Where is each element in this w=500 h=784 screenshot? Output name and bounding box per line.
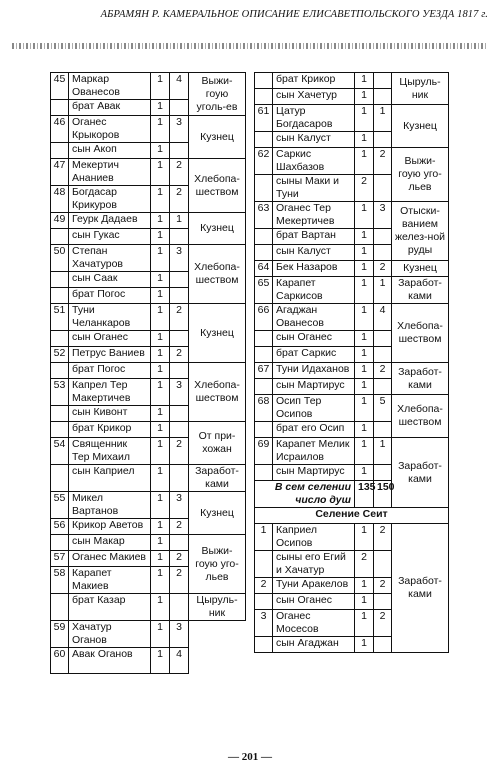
table-row bbox=[255, 261, 449, 277]
household-number bbox=[255, 245, 273, 261]
person-name: Цатур Богдасаров bbox=[273, 105, 355, 132]
person-name: брат Казар bbox=[69, 594, 151, 621]
person-name: брат Крикор bbox=[273, 73, 355, 89]
men-count: 1 bbox=[355, 594, 374, 610]
person-name: сын Акоп bbox=[69, 143, 151, 159]
men-count: 1 bbox=[151, 594, 170, 621]
person-name: сын Саак bbox=[69, 272, 151, 288]
section-row bbox=[255, 508, 449, 524]
women-count: 2 bbox=[374, 524, 392, 551]
men-count: 1 bbox=[151, 519, 170, 535]
women-count: 3 bbox=[170, 621, 189, 648]
person-name: Каприел Осипов bbox=[273, 524, 355, 551]
household-number: 2 bbox=[255, 578, 273, 594]
person-name: сын Гукас bbox=[69, 229, 151, 245]
person-name: сын Агаджан bbox=[273, 637, 355, 653]
household-number: 64 bbox=[255, 261, 273, 277]
women-count bbox=[170, 465, 189, 492]
household-number: 61 bbox=[255, 105, 273, 132]
household-number: 58 bbox=[51, 567, 69, 594]
household-number bbox=[255, 89, 273, 105]
table-row bbox=[255, 277, 449, 304]
women-count: 3 bbox=[374, 202, 392, 229]
women-count bbox=[374, 132, 392, 148]
person-name: сын Калуст bbox=[273, 245, 355, 261]
running-header: АБРАМЯН Р. КАМЕРАЛЬНОЕ ОПИСАНИЕ ЕЛИСАВЕТПОЛЬСКОГО УЕЗДА 1817 г. bbox=[100, 9, 488, 20]
women-count: 3 bbox=[170, 492, 189, 519]
men-count: 1 bbox=[355, 438, 374, 465]
person-name: Оганес Мосесов bbox=[273, 610, 355, 637]
men-count: 1 bbox=[151, 245, 170, 272]
women-count: 2 bbox=[170, 159, 189, 186]
men-count: 1 bbox=[151, 100, 170, 116]
table-row bbox=[255, 363, 449, 379]
table-row bbox=[51, 621, 246, 648]
table-row bbox=[51, 213, 246, 229]
table-row bbox=[51, 159, 246, 186]
person-name: сын Мартирус bbox=[273, 379, 355, 395]
left-table bbox=[50, 72, 246, 674]
women-count: 2 bbox=[374, 148, 392, 175]
women-count bbox=[374, 89, 392, 105]
occupation: Кузнец bbox=[189, 492, 246, 535]
household-number: 45 bbox=[51, 73, 69, 100]
women-count: 2 bbox=[170, 551, 189, 567]
women-count: 2 bbox=[170, 438, 189, 465]
occupation: От при-хожан bbox=[189, 422, 246, 465]
person-name: сын Мартирус bbox=[273, 465, 355, 481]
women-count: 2 bbox=[170, 519, 189, 535]
women-count bbox=[170, 100, 189, 116]
women-count: 2 bbox=[374, 363, 392, 379]
table-row bbox=[51, 304, 246, 331]
household-number bbox=[255, 347, 273, 363]
men-count: 2 bbox=[355, 551, 374, 578]
women-count bbox=[374, 73, 392, 89]
table-row bbox=[51, 648, 246, 674]
household-number bbox=[51, 465, 69, 492]
women-count bbox=[170, 422, 189, 438]
women-count bbox=[170, 143, 189, 159]
household-number: 3 bbox=[255, 610, 273, 637]
table-row bbox=[51, 594, 246, 621]
person-name: Богдасар Крикуров bbox=[69, 186, 151, 213]
household-number: 67 bbox=[255, 363, 273, 379]
women-count bbox=[170, 406, 189, 422]
men-count: 1 bbox=[355, 637, 374, 653]
men-count: 1 bbox=[355, 73, 374, 89]
occupation: Хлебопа-шеством bbox=[189, 159, 246, 213]
person-name: Петрус Ваниев bbox=[69, 347, 151, 363]
right-table bbox=[254, 72, 449, 653]
household-number bbox=[51, 143, 69, 159]
occupation: Заработ-ками bbox=[189, 465, 246, 492]
women-count bbox=[374, 594, 392, 610]
men-count: 1 bbox=[151, 186, 170, 213]
occupation: Заработ-ками bbox=[392, 438, 449, 508]
person-name: сыны Маки и Туни bbox=[273, 175, 355, 202]
person-name: брат Погос bbox=[69, 363, 151, 379]
women-count: 2 bbox=[170, 567, 189, 594]
household-number bbox=[51, 594, 69, 621]
men-count: 1 bbox=[151, 159, 170, 186]
household-number bbox=[255, 379, 273, 395]
household-number: 68 bbox=[255, 395, 273, 422]
household-number: 56 bbox=[51, 519, 69, 535]
men-count: 2 bbox=[355, 175, 374, 202]
men-count: 1 bbox=[151, 363, 170, 379]
occupation: Цыруль-ник bbox=[392, 73, 449, 105]
occupation: Кузнец bbox=[392, 261, 449, 277]
person-name: Крикор Аветов bbox=[69, 519, 151, 535]
household-number: 60 bbox=[51, 648, 69, 674]
person-name: Оганес Тер Мекертичев bbox=[273, 202, 355, 229]
person-name: брат Саркис bbox=[273, 347, 355, 363]
person-name: брат Погос bbox=[69, 288, 151, 304]
men-count: 1 bbox=[151, 347, 170, 363]
occupation: Хлебопа-шеством bbox=[392, 304, 449, 363]
women-count bbox=[170, 535, 189, 551]
women-count: 4 bbox=[374, 304, 392, 331]
women-count bbox=[374, 331, 392, 347]
women-count: 2 bbox=[374, 578, 392, 594]
men-count: 1 bbox=[355, 578, 374, 594]
men-count: 1 bbox=[355, 465, 374, 481]
household-number bbox=[51, 363, 69, 379]
men-count: 1 bbox=[355, 105, 374, 132]
table-row bbox=[255, 202, 449, 229]
table-row bbox=[255, 304, 449, 331]
women-count: 3 bbox=[170, 245, 189, 272]
household-number bbox=[255, 73, 273, 89]
ornament-rule bbox=[12, 43, 488, 49]
women-count bbox=[374, 379, 392, 395]
occupation: Хлебопа-шеством bbox=[189, 363, 246, 422]
men-count: 1 bbox=[355, 363, 374, 379]
person-name: Хачатур Оганов bbox=[69, 621, 151, 648]
occupation: Заработ-ками bbox=[392, 524, 449, 653]
total-label: В сем селении число душ bbox=[255, 481, 355, 508]
occupation: Отыски-ванием желез-ной руды bbox=[392, 202, 449, 261]
women-count: 2 bbox=[170, 186, 189, 213]
household-number bbox=[255, 594, 273, 610]
men-count: 1 bbox=[355, 229, 374, 245]
women-count bbox=[374, 551, 392, 578]
women-count bbox=[170, 272, 189, 288]
occupation: Кузнец bbox=[189, 116, 246, 159]
household-number bbox=[255, 331, 273, 347]
men-count: 1 bbox=[151, 551, 170, 567]
person-name: Осип Тер Осипов bbox=[273, 395, 355, 422]
women-count: 1 bbox=[374, 438, 392, 465]
household-number bbox=[51, 272, 69, 288]
men-count: 1 bbox=[355, 277, 374, 304]
women-count: 4 bbox=[170, 648, 189, 674]
household-number bbox=[255, 132, 273, 148]
men-count: 1 bbox=[151, 331, 170, 347]
person-name: Карапет Мелик Исраилов bbox=[273, 438, 355, 465]
household-number: 57 bbox=[51, 551, 69, 567]
men-count: 1 bbox=[151, 272, 170, 288]
person-name: брат его Осип bbox=[273, 422, 355, 438]
person-name: Туни Аракелов bbox=[273, 578, 355, 594]
men-count: 1 bbox=[151, 438, 170, 465]
person-name: Карапет Макиев bbox=[69, 567, 151, 594]
women-count: 1 bbox=[170, 213, 189, 229]
household-number bbox=[255, 637, 273, 653]
occupation: Выжи-гоую уго-льев bbox=[189, 535, 246, 594]
women-count: 2 bbox=[374, 261, 392, 277]
men-count: 1 bbox=[355, 422, 374, 438]
person-name: брат Вартан bbox=[273, 229, 355, 245]
household-number bbox=[51, 535, 69, 551]
household-number bbox=[255, 229, 273, 245]
household-number bbox=[51, 406, 69, 422]
table-row bbox=[51, 465, 246, 492]
household-number: 63 bbox=[255, 202, 273, 229]
person-name: Оганес Крыкоров bbox=[69, 116, 151, 143]
household-number: 1 bbox=[255, 524, 273, 551]
women-count: 4 bbox=[170, 73, 189, 100]
men-count: 1 bbox=[151, 422, 170, 438]
women-count bbox=[374, 347, 392, 363]
women-count bbox=[170, 288, 189, 304]
table-row bbox=[255, 148, 449, 175]
person-name: Капрел Тер Макертичев bbox=[69, 379, 151, 406]
men-count: 1 bbox=[151, 288, 170, 304]
occupation: Кузнец bbox=[189, 213, 246, 245]
household-number: 52 bbox=[51, 347, 69, 363]
women-count bbox=[374, 637, 392, 653]
men-count: 1 bbox=[151, 465, 170, 492]
person-name: сын Хачетур bbox=[273, 89, 355, 105]
table-row bbox=[255, 105, 449, 132]
table-row bbox=[51, 492, 246, 519]
men-count: 1 bbox=[355, 89, 374, 105]
occupation: Заработ-ками bbox=[392, 277, 449, 304]
table-row bbox=[51, 363, 246, 379]
person-name: брат Авак bbox=[69, 100, 151, 116]
total-women: 150 bbox=[374, 481, 392, 508]
person-name: Туни Челанкаров bbox=[69, 304, 151, 331]
occupation: Цыруль-ник bbox=[189, 594, 246, 621]
household-number: 65 bbox=[255, 277, 273, 304]
men-count: 1 bbox=[151, 213, 170, 229]
household-number bbox=[51, 100, 69, 116]
men-count: 1 bbox=[355, 304, 374, 331]
men-count: 1 bbox=[355, 524, 374, 551]
household-number: 48 bbox=[51, 186, 69, 213]
women-count: 2 bbox=[170, 347, 189, 363]
men-count: 1 bbox=[151, 535, 170, 551]
men-count: 1 bbox=[151, 492, 170, 519]
men-count: 1 bbox=[151, 229, 170, 245]
person-name: Карапет Саркисов bbox=[273, 277, 355, 304]
men-count: 1 bbox=[151, 143, 170, 159]
person-name: сын Макар bbox=[69, 535, 151, 551]
person-name: Мекертич Ананиев bbox=[69, 159, 151, 186]
men-count: 1 bbox=[151, 73, 170, 100]
person-name: Саркис Шахбазов bbox=[273, 148, 355, 175]
table-row bbox=[51, 116, 246, 143]
women-count bbox=[374, 229, 392, 245]
men-count: 1 bbox=[151, 304, 170, 331]
men-count: 1 bbox=[355, 347, 374, 363]
household-number: 62 bbox=[255, 148, 273, 175]
table-row bbox=[255, 73, 449, 89]
women-count: 2 bbox=[170, 304, 189, 331]
women-count: 3 bbox=[170, 116, 189, 143]
occupation: Выжи-гоую уго-льев bbox=[392, 148, 449, 202]
person-name: Геурк Дадаев bbox=[69, 213, 151, 229]
person-name: Степан Хачатуров bbox=[69, 245, 151, 272]
women-count bbox=[374, 422, 392, 438]
occupation: Хлебопа-шеством bbox=[392, 395, 449, 438]
men-count: 1 bbox=[151, 116, 170, 143]
household-number: 51 bbox=[51, 304, 69, 331]
men-count: 1 bbox=[355, 202, 374, 229]
household-number: 55 bbox=[51, 492, 69, 519]
person-name: Авак Оганов bbox=[69, 648, 151, 674]
person-name: сын Каприел bbox=[69, 465, 151, 492]
women-count bbox=[374, 245, 392, 261]
women-count bbox=[374, 465, 392, 481]
household-number bbox=[255, 422, 273, 438]
person-name: Туни Идаханов bbox=[273, 363, 355, 379]
women-count: 1 bbox=[374, 277, 392, 304]
women-count: 2 bbox=[374, 610, 392, 637]
household-number bbox=[51, 331, 69, 347]
person-name: Священник Тер Михаил bbox=[69, 438, 151, 465]
person-name: сын Оганес bbox=[273, 594, 355, 610]
women-count bbox=[170, 331, 189, 347]
men-count: 1 bbox=[151, 406, 170, 422]
total-men: 135 bbox=[355, 481, 374, 508]
household-number bbox=[51, 229, 69, 245]
women-count: 5 bbox=[374, 395, 392, 422]
household-number bbox=[51, 422, 69, 438]
household-number: 47 bbox=[51, 159, 69, 186]
women-count: 3 bbox=[170, 379, 189, 406]
men-count: 1 bbox=[355, 379, 374, 395]
household-number bbox=[51, 288, 69, 304]
person-name: Маркар Ованесов bbox=[69, 73, 151, 100]
household-number: 49 bbox=[51, 213, 69, 229]
table-row bbox=[51, 245, 246, 272]
household-number: 69 bbox=[255, 438, 273, 465]
page-number: — 201 — bbox=[228, 751, 272, 763]
occupation: Кузнец bbox=[189, 304, 246, 363]
women-count bbox=[170, 594, 189, 621]
table-row bbox=[51, 73, 246, 100]
table-row bbox=[255, 395, 449, 422]
household-number bbox=[255, 551, 273, 578]
household-number: 46 bbox=[51, 116, 69, 143]
women-count bbox=[170, 229, 189, 245]
men-count: 1 bbox=[355, 245, 374, 261]
person-name: Микел Вартанов bbox=[69, 492, 151, 519]
table-row bbox=[255, 524, 449, 551]
men-count: 1 bbox=[151, 567, 170, 594]
person-name: Агаджан Ованесов bbox=[273, 304, 355, 331]
household-number: 53 bbox=[51, 379, 69, 406]
men-count: 1 bbox=[355, 132, 374, 148]
women-count bbox=[170, 363, 189, 379]
person-name: сын Оганес bbox=[69, 331, 151, 347]
household-number: 66 bbox=[255, 304, 273, 331]
person-name: сын Кивонт bbox=[69, 406, 151, 422]
table-row bbox=[255, 438, 449, 465]
men-count: 1 bbox=[355, 261, 374, 277]
household-number bbox=[255, 465, 273, 481]
table-row bbox=[51, 535, 246, 551]
person-name: сыны его Егий и Хачатур bbox=[273, 551, 355, 578]
women-count bbox=[374, 175, 392, 202]
table-row bbox=[51, 422, 246, 438]
occupation: Выжи-гоую уголь-ев bbox=[189, 73, 246, 116]
occupation: Кузнец bbox=[392, 105, 449, 148]
occupation: Заработ-ками bbox=[392, 363, 449, 395]
household-number bbox=[255, 175, 273, 202]
household-number: 54 bbox=[51, 438, 69, 465]
household-number: 59 bbox=[51, 621, 69, 648]
occupation: Хлебопа-шеством bbox=[189, 245, 246, 304]
person-name: сын Калуст bbox=[273, 132, 355, 148]
men-count: 1 bbox=[355, 610, 374, 637]
household-number: 50 bbox=[51, 245, 69, 272]
men-count: 1 bbox=[355, 331, 374, 347]
men-count: 1 bbox=[355, 395, 374, 422]
person-name: Бек Назаров bbox=[273, 261, 355, 277]
person-name: брат Крикор bbox=[69, 422, 151, 438]
men-count: 1 bbox=[151, 621, 170, 648]
person-name: сын Оганес bbox=[273, 331, 355, 347]
section-title: Селение Сеит bbox=[255, 508, 449, 524]
person-name: Оганес Макиев bbox=[69, 551, 151, 567]
women-count: 1 bbox=[374, 105, 392, 132]
men-count: 1 bbox=[355, 148, 374, 175]
men-count: 1 bbox=[151, 379, 170, 406]
men-count: 1 bbox=[151, 648, 170, 674]
